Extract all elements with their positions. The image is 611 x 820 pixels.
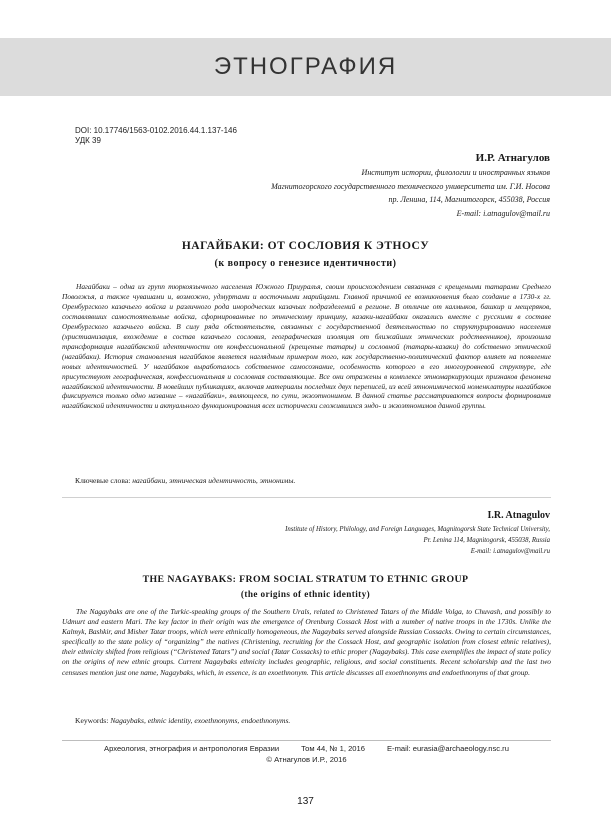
footer-divider [62,740,551,741]
affiliation-line: Institute of History, Philology, and Foreign Languages, Magnitogorsk State Technical University, [285,526,550,533]
affiliation-line: пр. Ленина, 114, Магнитогорск, 455038, Россия [388,195,550,204]
keywords-label-en: Keywords: [75,716,109,725]
section-divider [62,497,551,498]
udk: УДК 39 [75,136,101,145]
page-number: 137 [297,796,314,807]
affiliation-email: E-mail: i.atnagulov@mail.ru [456,208,550,218]
abstract-en: The Nagaybaks are one of the Turkic-speaking groups of the Southern Urals, related to Christened Tatars of the Middle Volga, to Chuvash, and possibly to Udmurt and eastern Mari. The key factor in their origin was the emergence of Orenburg Cossack Host with a number of native troops in the 1730s. Unlike the Kalmyk, Bashkir, and Misher Tatar troops, which were ethnically homogeneous, the Nagaybaks served alongside Russian Cossacks. Owing to certain circumstances, specifically to the state policy of “organizing” the natives (Christening, recruiting for the Cossack Host, and geographic isolation from closest ethnic relatives), their ethnicity shifted from religious (“Christened Tatars”) and social (Tatar Cossacks) to ethic proper (Nagaybaks). This case exemplifies the impact of state policy on the origins of new ethnic groups. Current Nagaybaks ethnicity includes geographic, religious, and social constituents. Recent scholarship and the last two censuses mention just one name, Nagaybaks, which, in essence, is an exoethnonym. This article discusses all exoethnonyms and endoethnonyms of that group. [62,607,551,677]
keywords-en [75,716,290,725]
affiliation-ru [130,166,550,220]
author-en: I.R. Atnagulov [487,510,550,521]
article-subtitle-en: (the origins of ethnic identity) [240,589,371,599]
journal-name: Археология, этнография и антропология Евразии [104,744,280,753]
doi: DOI: 10.17746/1563-0102.2016.44.1.137-146 [75,126,237,135]
article-title-ru: НАГАЙБАКИ: ОТ СОСЛОВИЯ К ЭТНОСУ [181,240,430,252]
keywords-text-ru: нагайбаки, этническая идентичность, этнонимы. [132,476,296,485]
footer-row [62,744,551,753]
copyright: © Атнагулов И.Р., 2016 [266,755,347,764]
section-header-band [0,38,611,96]
keywords-ru [75,476,295,485]
section-title: ЭТНОГРАФИЯ [213,53,398,80]
page-footer [62,744,551,764]
article-title-en: THE NAGAYBAKS: FROM SOCIAL STRATUM TO ETHNIC GROUP [142,574,469,585]
author-ru: И.Р. Атнагулов [475,152,550,164]
affiliation-email: E-mail: i.atnagulov@mail.ru [470,548,550,555]
article-subtitle-ru: (к вопросу о генезисе идентичности) [214,258,397,269]
affiliation-line: Институт истории, филологии и иностранных языков [361,168,550,177]
affiliation-en [130,524,550,557]
article-meta [75,126,237,146]
affiliation-line: Магнитогорского государственного технического университета им. Г.И. Носова [271,181,550,191]
journal-email: E-mail: eurasia@archaeology.nsc.ru [386,744,509,753]
journal-volume: Том 44, № 1, 2016 [301,744,365,753]
keywords-text-en: Nagaybaks, ethnic identity, exoethnonyms, endoethnonyms. [110,716,291,725]
affiliation-line: Pr. Lenina 114, Magnitogorsk, 455038, Russia [423,537,550,544]
abstract-ru: Нагайбаки – одна из групп тюркоязычного населения Южного Приуралья, своим происхождением связанная с крещеными татарами Среднего Поволжья, а также чувашами и, возможно, удмуртами и восточными марийцами. Главной причиной ее возникновения было создание в 1730-х гг. Оренбургского казачьего войска и различного рода инородческих казачьих подразделений в регионе. В отличие от калмыков, башкир и мещеряков, составлявших самостоятельные войска, сформированные по этническому принципу, казаки-нагайбаки оказались вместе с русскими в составе Оренбургского казачьего войска. В силу ряда обстоятельств, связанных с государственной деятельностью по структурированию населения (христианизация, вхождение в состав казачьего сословия, географическая изоляция от ближайших этнических родственников), произошла трансформация нагайбакской идентичности от конфессиональной (крещеные татары) и сословной (татары-казаки) до собственно этнической (нагайбаки). История становления нагайбаков является наглядным примером того, как государственно-политический фактор влияет на появление новых идентичностей. У нагайбаков выработалось собственное самосознание, особенность которого в его многоуровневой структуре, где присутствуют географическая, конфессиональная и сословная составляющие. Все они отражены в комплексе этномаркирующих признаков феномена нагайбакской идентичности. В новейших публикациях, включая материалы последних двух переписей, из всей этнонимической номенклатуры нагайбаков фиксируется только одно название – «нагайбаки», являющееся, по сути, экзоэтнонимом. В данной статье рассматриваются вопросы формирования нагайбакской идентичности и актуального функционирования всех исторически сложившихся эндо- и экзоэтнонимов данной группы. [62,282,551,411]
keywords-label-ru: Ключевые слова: [75,476,131,485]
